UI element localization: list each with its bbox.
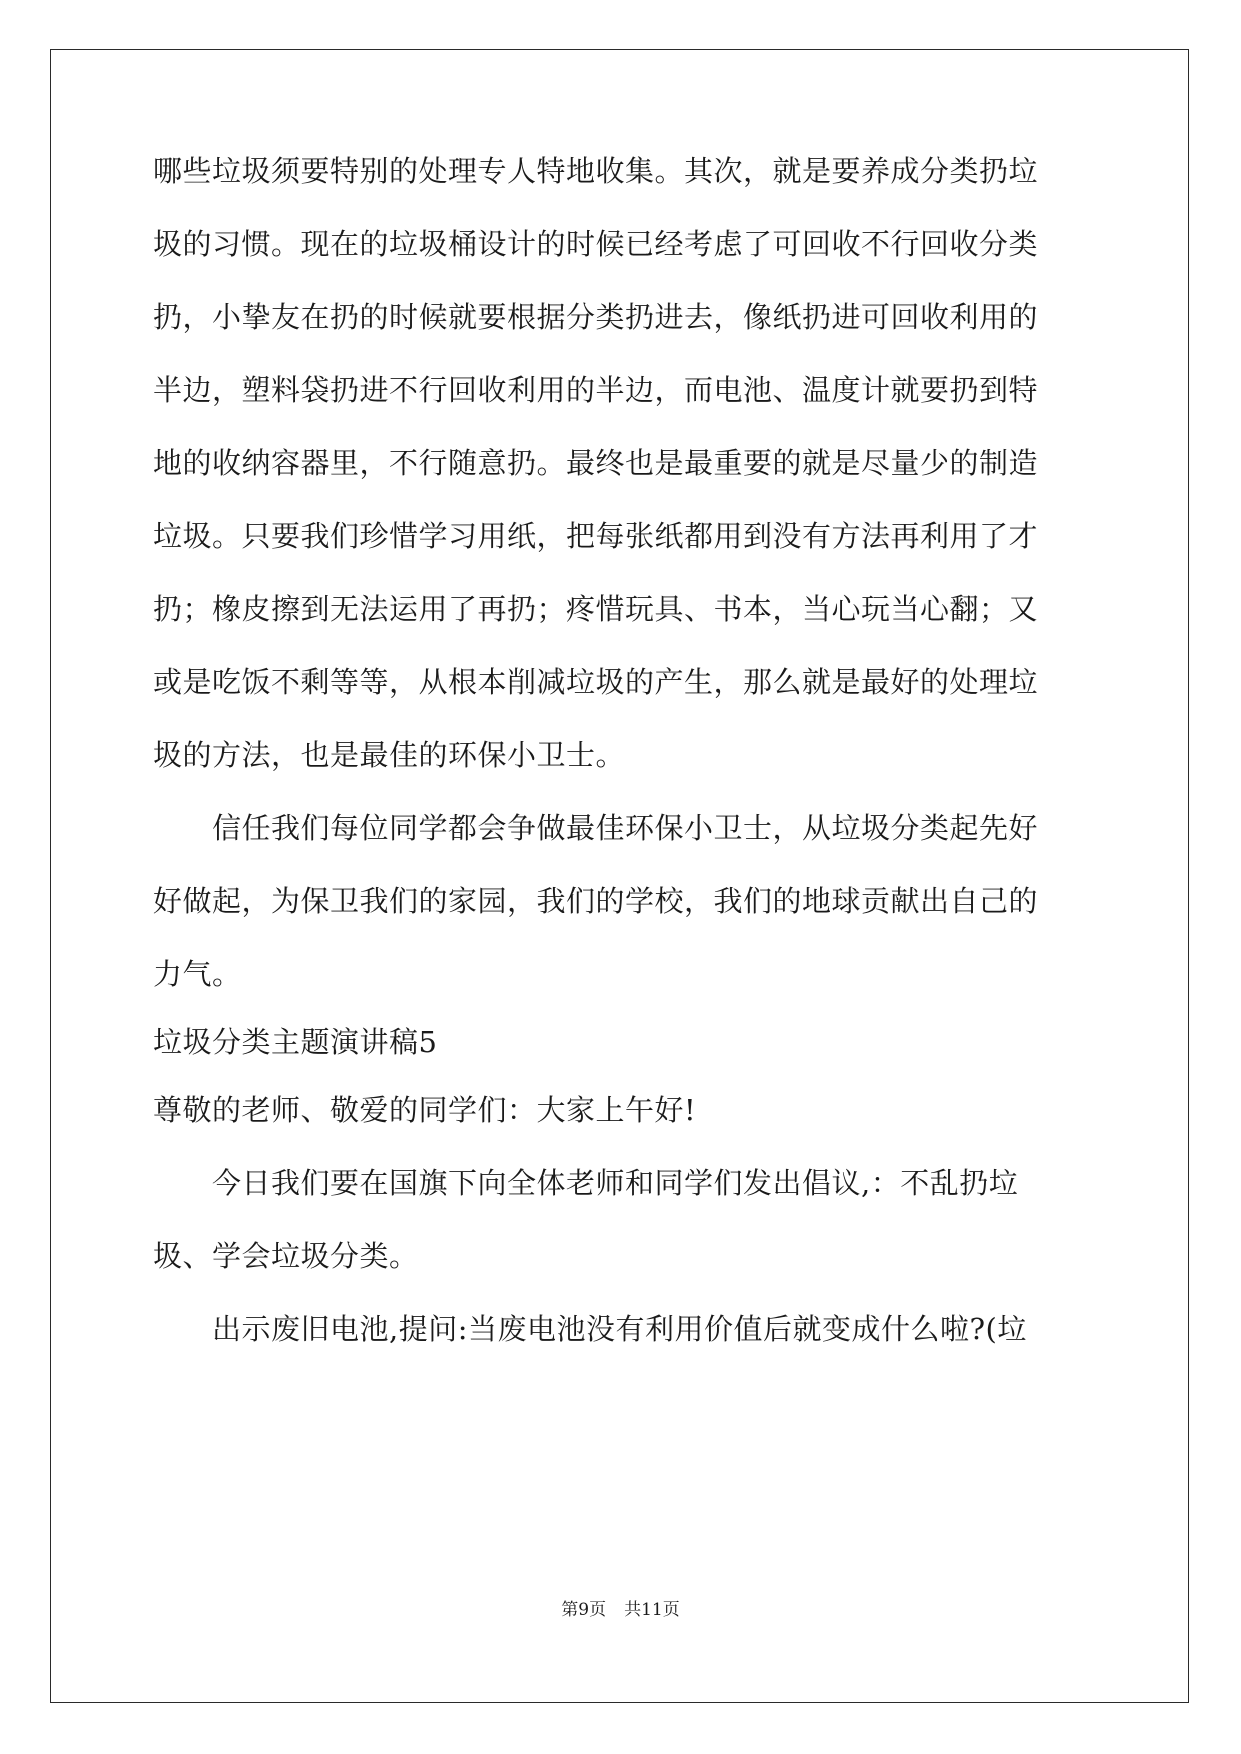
greeting-line: 尊敬的老师、敬爱的同学们：大家上午好! [153,1093,697,1127]
text-line: 扔；橡皮擦到无法运用了再扔；疼惜玩具、书本，当心玩当心翻；又 [153,592,1039,626]
text-line: 哪些垃圾须要特别的处理专人特地收集。其次，就是要养成分类扔垃 [153,154,1039,188]
page-number: 第9页 [561,1600,607,1620]
page-total: 共11页 [624,1600,680,1620]
text-line: 出示废旧电池,提问:当废电池没有利用价值后就变成什么啦?(垃 [153,1312,1027,1346]
text-line: 地的收纳容器里，不行随意扔。最终也是最重要的就是尽量少的制造 [153,446,1039,480]
text-line: 力气。 [153,957,242,991]
text-line: 或是吃饭不剩等等，从根本削减垃圾的产生，那么就是最好的处理垃 [153,665,1039,699]
text-line: 圾的方法，也是最佳的环保小卫士。 [153,738,626,772]
text-line: 信任我们每位同学都会争做最佳环保小卫士，从垃圾分类起先好 [153,811,1039,845]
text-line: 扔，小挚友在扔的时候就要根据分类扔进去，像纸扔进可回收利用的 [153,300,1039,334]
text-line: 好做起，为保卫我们的家园，我们的学校，我们的地球贡献出自己的 [153,884,1039,918]
text-line: 半边，塑料袋扔进不行回收利用的半边，而电池、温度计就要扔到特 [153,373,1039,407]
page-footer [0,1598,1241,1622]
text-line: 圾、学会垃圾分类。 [153,1239,419,1273]
text-line: 今日我们要在国旗下向全体老师和同学们发出倡议,：不乱扔垃 [153,1166,1019,1200]
text-line: 圾的习惯。现在的垃圾桶设计的时候已经考虑了可回收不行回收分类 [153,227,1039,261]
text-line: 垃圾。只要我们珍惜学习用纸，把每张纸都用到没有方法再利用了才 [153,519,1039,553]
section-heading: 垃圾分类主题演讲稿5 [153,1025,438,1059]
